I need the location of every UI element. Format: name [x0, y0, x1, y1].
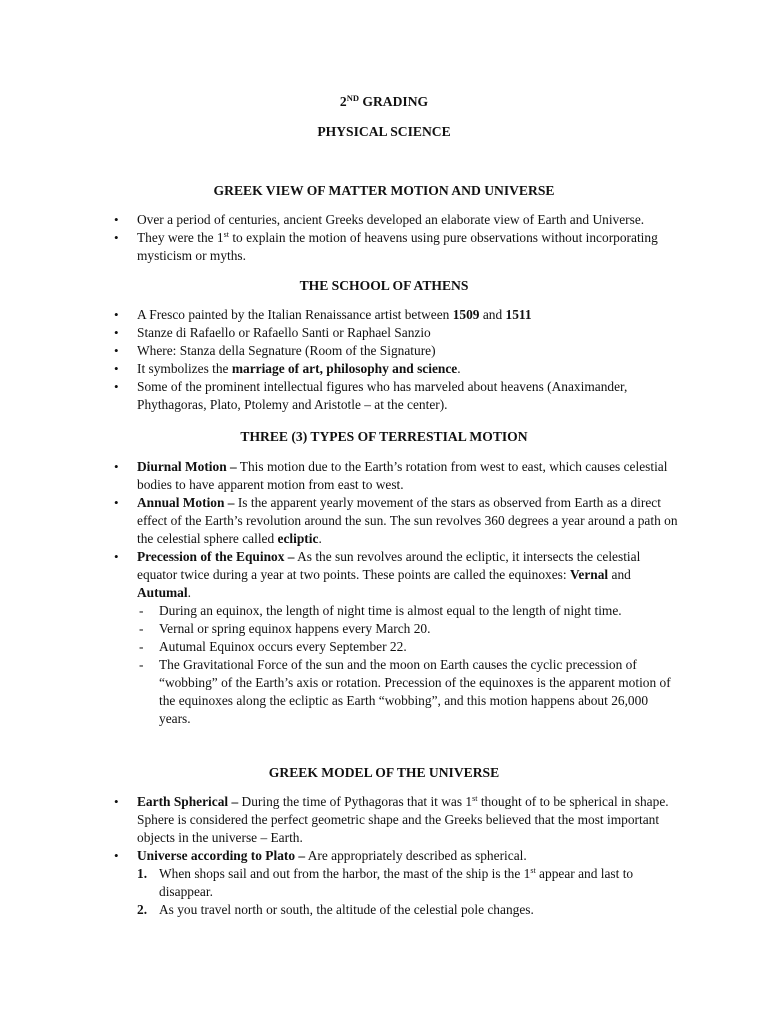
grading-number: 2 [339, 94, 347, 109]
bullet-text: thought of to be spherical in shape. Sphere is considered the perfect geometric shape and the Greeks believed that the most important objects in the universe – Earth. [137, 794, 669, 845]
ordinal-suffix: st [472, 794, 478, 803]
ordinal-suffix: st [223, 230, 229, 239]
term-earth-spherical: Earth Spherical – [137, 794, 239, 809]
list-item [110, 211, 682, 229]
numbered-item [137, 901, 682, 919]
list-item [110, 306, 682, 324]
grading-title [0, 93, 768, 111]
bullet-text: and [479, 307, 506, 322]
greek-model-list [110, 793, 682, 917]
term-universe-plato: Universe according to Plato – [137, 848, 306, 863]
term-precession: Precession of the Equinox – [137, 549, 295, 564]
dash-item: - During an equinox, the length of night time is almost equal to the length of night time. [137, 602, 682, 620]
bullet-text: Some of the prominent intellectual figures who has marveled about heavens (Anaximander, Phythagoras, Plato, Ptolemy and Aristotle – at the center). [137, 379, 628, 412]
term-diurnal: Diurnal Motion – [137, 459, 237, 474]
list-item [110, 360, 682, 378]
bold-word: ecliptic [277, 531, 319, 546]
ordinal-suffix: st [530, 866, 536, 875]
dash-item: - The Gravitational Force of the sun and the moon on Earth causes the cyclic precession of “wobbing” of the Earth’s axis or rotation. Precession of the equinoxes is the apparent motion of the equinoxes along the ecliptic as Earth “wobbing”, and this motion happens about 26,000 years. [137, 656, 682, 728]
list-item [110, 548, 682, 728]
school-of-athens-list [110, 306, 682, 414]
section-heading-greek-view: GREEK VIEW OF MATTER MOTION AND UNIVERSE [213, 183, 555, 198]
list-item [110, 494, 682, 548]
list-item [110, 378, 682, 414]
list-item [110, 793, 682, 847]
bullet-text: Where: Stanza della Segnature (Room of the Signature) [137, 343, 436, 358]
terrestial-motion-list [110, 458, 682, 728]
bullet-text: They were the 1 [137, 230, 224, 245]
bullet-text: Over a period of centuries, ancient Greeks developed an elaborate view of Earth and Universe. [137, 212, 645, 227]
bold-word: Autumal [137, 585, 188, 600]
list-item [110, 847, 682, 917]
plato-numbered-list [137, 865, 682, 919]
year-start: 1509 [452, 307, 480, 322]
list-item [110, 458, 682, 494]
year-end: 1511 [505, 307, 532, 322]
bullet-text: As the sun revolves around the ecliptic, it intersects the celestial equator twice during a year at two points. These points are called the equinoxes: [137, 549, 641, 582]
bullet-text: . [457, 361, 461, 376]
bold-phrase: marriage of art, philosophy and science [231, 361, 458, 376]
bullet-text: During the time of Pythagoras that it was 1 [238, 794, 473, 809]
list-item [110, 342, 682, 360]
item-number: 1. [137, 866, 148, 881]
item-number: 2. [137, 902, 148, 917]
bullet-text: Are appropriately described as spherical. [305, 848, 527, 863]
item-text: appear and last to disappear. [159, 866, 634, 899]
bullet-text: to explain the motion of heavens using pure observations without incorporating mysticism or myths. [137, 230, 658, 263]
grading-ordinal-suffix: ND [346, 93, 359, 103]
dash-item: - Vernal or spring equinox happens every March 20. [137, 620, 682, 638]
item-text: As you travel north or south, the altitude of the celestial pole changes. [159, 902, 534, 917]
section-heading-greek-model: GREEK MODEL OF THE UNIVERSE [268, 765, 500, 780]
bullet-text: A Fresco painted by the Italian Renaissance artist between [137, 307, 453, 322]
dash-item: - Autumal Equinox occurs every September 22. [137, 638, 682, 656]
bullet-text: . [318, 531, 322, 546]
bullet-text: Is the apparent yearly movement of the stars as observed from Earth as a direct effect of the Earth’s revolution around the sun. The sun revolves 360 degrees a year around a path on the celestial sphere called [137, 495, 678, 546]
equinox-dash-list [137, 602, 682, 728]
grading-word: GRADING [358, 94, 429, 109]
bullet-text: This motion due to the Earth’s rotation from west to east, which causes celestial bodies to have apparent motion from east to west. [137, 459, 668, 492]
greek-view-list [110, 211, 682, 265]
list-item [110, 324, 682, 342]
bullet-text: Stanze di Rafaello or Rafaello Santi or Raphael Sanzio [137, 325, 431, 340]
list-item [110, 229, 682, 265]
section-heading-school-of-athens: THE SCHOOL OF ATHENS [299, 278, 469, 293]
bullet-text: . [187, 585, 191, 600]
section-heading-terrestial-motion: THREE (3) TYPES OF TERRESTIAL MOTION [240, 429, 528, 444]
subject-title: PHYSICAL SCIENCE [317, 124, 451, 139]
numbered-item [137, 865, 682, 901]
term-annual: Annual Motion – [137, 495, 235, 510]
item-text: When shops sail and out from the harbor, the mast of the ship is the 1 [159, 866, 531, 881]
bullet-text: It symbolizes the [137, 361, 232, 376]
bullet-text: and [608, 567, 631, 582]
bold-word: Vernal [569, 567, 609, 582]
